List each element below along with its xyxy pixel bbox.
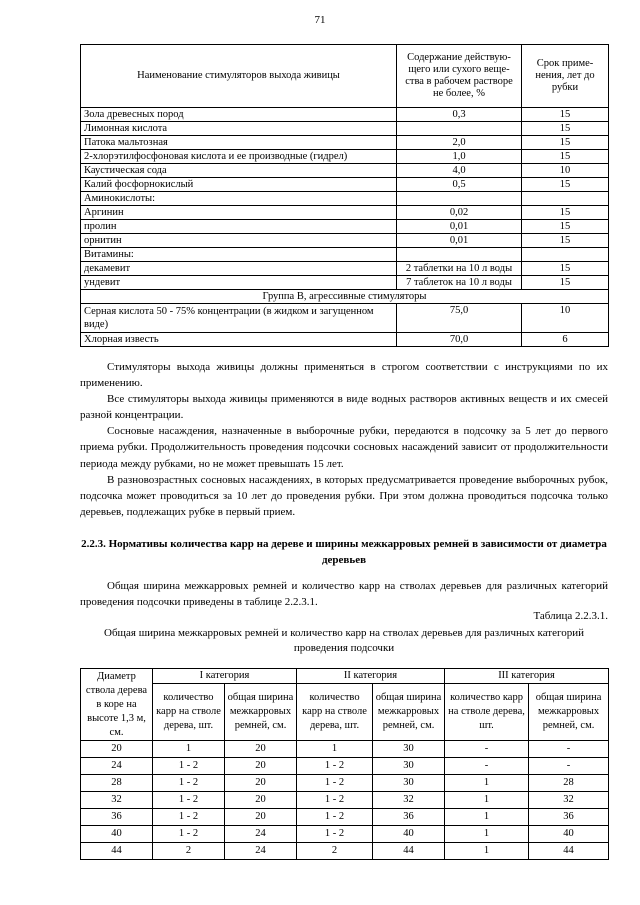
diameter-cell: 20 (81, 741, 153, 758)
value-cell: 1 - 2 (153, 826, 225, 843)
value-cell: 1 - 2 (297, 809, 373, 826)
table-row (81, 220, 609, 234)
stimulator-name: орнитин (81, 234, 397, 248)
value-cell: 36 (529, 809, 609, 826)
header-category-3: III категория (445, 669, 609, 684)
stimulator-term: 15 (522, 136, 609, 150)
value-cell: 44 (529, 843, 609, 860)
stimulator-content: 4,0 (397, 164, 522, 178)
table-header-row (81, 45, 609, 108)
diameter-cell: 28 (81, 775, 153, 792)
paragraph: Все стимуляторы выхода живицы применяются в виде водных растворов активных веществ и их смесей разной концентрации. (80, 393, 608, 422)
stimulator-content: 0,5 (397, 178, 522, 192)
stimulator-term: 15 (522, 262, 609, 276)
header-content: Содержание действую-щего или сухого веще-ства в рабочем растворе не более, % (397, 45, 522, 108)
value-cell: 30 (373, 758, 445, 775)
diameter-cell: 40 (81, 826, 153, 843)
stimulator-term: 6 (522, 333, 609, 347)
value-cell: 1 - 2 (297, 758, 373, 775)
section-intro (80, 578, 608, 610)
diameter-cell: 24 (81, 758, 153, 775)
table-row (81, 136, 609, 150)
stimulator-name: Хлорная известь (81, 333, 397, 347)
paragraph: В разновозрастных сосновых насаждениях, в которых предусматривается проведение выборочных рубок, подсочка может проводиться за 10 лет до проведения рубки. При этом должна проводиться подсочка только деревьев, подлежащих рубке в первый прием. (80, 473, 608, 518)
table-row (81, 792, 609, 809)
value-cell: 24 (225, 826, 297, 843)
stimulator-term: 15 (522, 206, 609, 220)
subheader-width: общая ширина межкарровых ремней, см. (225, 684, 297, 741)
value-cell: 1 - 2 (153, 792, 225, 809)
value-cell: 1 (445, 809, 529, 826)
section-heading: 2.2.3. Нормативы количества карр на дереве и ширины межкарровых ремней в зависимости от диаметра деревьев (81, 538, 607, 566)
stimulator-term (522, 192, 609, 206)
value-cell: 1 - 2 (153, 809, 225, 826)
table-row (81, 775, 609, 792)
table-row (81, 826, 609, 843)
stimulator-name: декамевит (81, 262, 397, 276)
table-row (81, 206, 609, 220)
stimulator-name: Каустическая сода (81, 164, 397, 178)
value-cell: 2 (153, 843, 225, 860)
table-row (81, 276, 609, 290)
value-cell: 40 (529, 826, 609, 843)
table-row (81, 178, 609, 192)
header-name: Наименование стимуляторов выхода живицы (81, 45, 397, 108)
stimulator-name: Аргинин (81, 206, 397, 220)
page-number: 71 (314, 14, 326, 26)
table-row (81, 248, 609, 262)
stimulators-table (80, 44, 609, 347)
value-cell: - (445, 741, 529, 758)
stimulator-name: Аминокислоты: (81, 192, 397, 206)
subheader-count: количество карр на стволе дерева, шт. (445, 684, 529, 741)
value-cell: 1 - 2 (153, 775, 225, 792)
stimulator-name: Зола древесных пород (81, 108, 397, 122)
stimulator-content (397, 248, 522, 262)
stimulator-name: ундевит (81, 276, 397, 290)
stimulator-content: 0,01 (397, 220, 522, 234)
paragraph: Общая ширина межкарровых ремней и количество карр на стволах деревьев для различных категорий проведения подсочки приведены в таблице 2.2.3.1. (80, 580, 608, 608)
value-cell: 28 (529, 775, 609, 792)
value-cell: 24 (225, 843, 297, 860)
stimulator-content: 1,0 (397, 150, 522, 164)
value-cell: 1 - 2 (297, 826, 373, 843)
value-cell: 1 (445, 843, 529, 860)
table-row (81, 234, 609, 248)
value-cell: 30 (373, 775, 445, 792)
table-subheader-row (81, 684, 609, 741)
diameter-cell: 44 (81, 843, 153, 860)
value-cell: 1 - 2 (297, 775, 373, 792)
table-row (81, 843, 609, 860)
stimulator-term: 15 (522, 178, 609, 192)
table-header-row (81, 669, 609, 684)
paragraph: Сосновые насаждения, назначенные в выборочные рубки, передаются в подсочку за 5 лет до первого приема рубки. Продолжительность проведения подсочки сосновых насаждений зависит от продолжительности периода между рубками, но не может превышать 15 лет. (80, 425, 608, 470)
value-cell: 20 (225, 758, 297, 775)
table-row (81, 150, 609, 164)
stimulator-term: 15 (522, 122, 609, 136)
stimulator-term (522, 248, 609, 262)
header-category-1: I категория (153, 669, 297, 684)
table-caption: Общая ширина межкарровых ремней и количество карр на стволах деревьев для различных категорий проведения подсочки (104, 627, 584, 654)
subheader-count: количество карр на стволе дерева, шт. (153, 684, 225, 741)
value-cell: 32 (373, 792, 445, 809)
stimulator-content: 7 таблеток на 10 л воды (397, 276, 522, 290)
stimulator-term: 15 (522, 234, 609, 248)
value-cell: 36 (373, 809, 445, 826)
subheader-count: количество карр на стволе дерева, шт. (297, 684, 373, 741)
stimulator-term: 15 (522, 108, 609, 122)
table-label: Таблица 2.2.3.1. (533, 610, 608, 622)
stimulator-content (397, 122, 522, 136)
stimulator-term: 10 (522, 304, 609, 333)
stimulator-term: 15 (522, 150, 609, 164)
subheader-width: общая ширина межкарровых ремней, см. (529, 684, 609, 741)
stimulator-content: 0,3 (397, 108, 522, 122)
value-cell: 20 (225, 809, 297, 826)
stimulator-name: 2-хлорэтилфосфоновая кислота и ее производные (гидрел) (81, 150, 397, 164)
body-text (80, 359, 608, 520)
value-cell: 20 (225, 741, 297, 758)
subheader-width: общая ширина межкарровых ремней, см. (373, 684, 445, 741)
value-cell: 1 (153, 741, 225, 758)
value-cell: 1 (445, 792, 529, 809)
stimulator-name: Патока мальтозная (81, 136, 397, 150)
value-cell: 44 (373, 843, 445, 860)
stimulator-content (397, 192, 522, 206)
value-cell: 20 (225, 775, 297, 792)
value-cell: 2 (297, 843, 373, 860)
value-cell: - (529, 758, 609, 775)
stimulator-term: 15 (522, 220, 609, 234)
stimulator-name: Лимонная кислота (81, 122, 397, 136)
table-row (81, 192, 609, 206)
value-cell: - (445, 758, 529, 775)
value-cell: 30 (373, 741, 445, 758)
norms-table (80, 668, 609, 860)
stimulator-name: пролин (81, 220, 397, 234)
stimulator-term: 15 (522, 276, 609, 290)
value-cell: 32 (529, 792, 609, 809)
stimulator-name: Витамины: (81, 248, 397, 262)
table-row (81, 262, 609, 276)
value-cell: 20 (225, 792, 297, 809)
header-diameter: Диаметр ствола дерева в коре на высоте 1,3 м, см. (81, 669, 153, 741)
stimulator-content: 2 таблетки на 10 л воды (397, 262, 522, 276)
stimulator-content: 2,0 (397, 136, 522, 150)
value-cell: 1 - 2 (153, 758, 225, 775)
table-row (81, 333, 609, 347)
header-term: Срок приме-нения, лет до рубки (522, 45, 609, 108)
table-row (81, 122, 609, 136)
stimulator-name: Калий фосфорнокислый (81, 178, 397, 192)
paragraph: Стимуляторы выхода живицы должны применяться в строгом соответствии с инструкциями по их применению. (80, 361, 608, 390)
table-row (81, 809, 609, 826)
value-cell: 1 (445, 826, 529, 843)
value-cell: 1 (445, 775, 529, 792)
table-row (81, 304, 609, 333)
stimulator-content: 0,01 (397, 234, 522, 248)
table-row (81, 741, 609, 758)
value-cell: 1 - 2 (297, 792, 373, 809)
stimulator-term: 10 (522, 164, 609, 178)
group-row (81, 290, 609, 304)
diameter-cell: 36 (81, 809, 153, 826)
header-category-2: II категория (297, 669, 445, 684)
table-row (81, 108, 609, 122)
table-row (81, 758, 609, 775)
stimulator-content: 75,0 (397, 304, 522, 333)
value-cell: - (529, 741, 609, 758)
value-cell: 1 (297, 741, 373, 758)
diameter-cell: 32 (81, 792, 153, 809)
table-row (81, 164, 609, 178)
value-cell: 40 (373, 826, 445, 843)
group-label: Группа В, агрессивные стимуляторы (81, 290, 609, 304)
stimulator-content: 0,02 (397, 206, 522, 220)
stimulator-name: Серная кислота 50 - 75% концентрации (в жидком и загущенном виде) (81, 304, 397, 333)
stimulator-content: 70,0 (397, 333, 522, 347)
